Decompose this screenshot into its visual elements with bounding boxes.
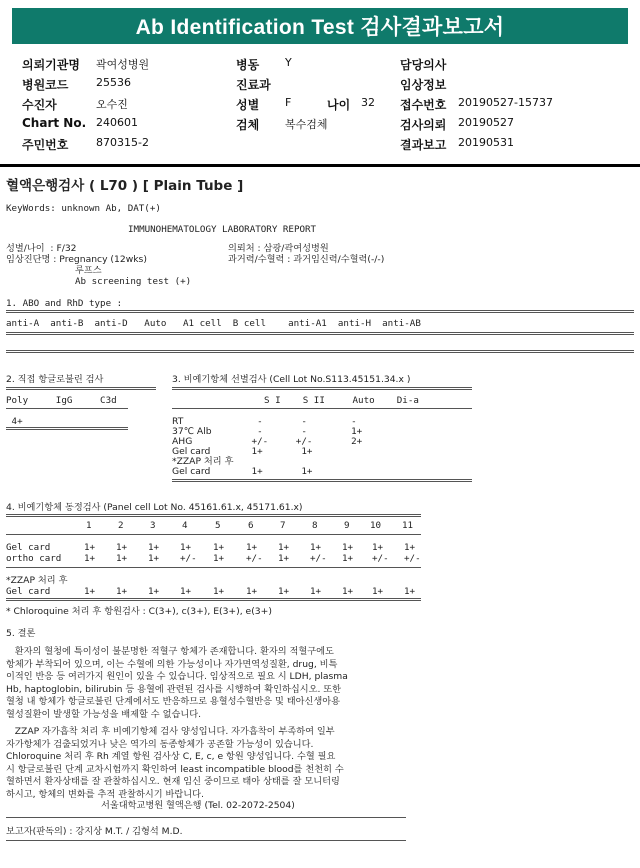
screening-row-label: Gel card [172, 446, 211, 457]
screening-rule-mid [172, 408, 472, 409]
label-ward: 병동 [236, 58, 260, 72]
keywords: KeyWords: unknown Ab, DAT(+) [6, 203, 161, 214]
report-banner [12, 8, 628, 44]
sex-age: 성별/나이 : F/32 [6, 243, 77, 254]
dat-rule-mid [6, 408, 128, 409]
panel-cell-value: +/- [180, 553, 197, 564]
value-chart-no: 240601 [96, 116, 138, 129]
diagnosis-ab-screen: Ab screening test (+) [75, 276, 192, 287]
label-requesting-institution: 의뢰기관명 [22, 58, 80, 72]
conclusion-line: 시 항글로불린 단계 교차시험까지 확인하여 least incompatible blood를 천천히 수 [6, 763, 344, 775]
panel-cell-value: 1+ [180, 542, 192, 553]
zzap-cell-value: 1+ [148, 586, 160, 597]
conclusion-line: 항체가 부착되어 있으며, 이는 수혈에 의한 가능성이나 자가면역성질환, drug, 비특 [6, 658, 338, 670]
conclusion-line: 자가항체가 검출되었거나 낮은 역가의 동종항체가 공존할 가능성이 있습니다. [6, 738, 314, 750]
panel-cell-value: 1+ [310, 542, 322, 553]
panel-cell-number: 2 [118, 520, 124, 531]
panel-cell-value: 1+ [148, 553, 160, 564]
conclusion-line: Hb, haptoglobin, bilirubin 등 용혈에 관련된 검사를 시행하여 확인하십시오. 또한 [6, 683, 342, 695]
panel-row-label: ortho card [6, 553, 62, 564]
panel-cell-number: 10 [370, 520, 382, 531]
header-row-3 [0, 96, 640, 114]
panel-cell-number: 3 [150, 520, 156, 531]
screening-rule-bottom [172, 479, 472, 482]
conclusion-line: 혈청 내 항체가 항글로불린 단계에서도 반응하므로 용혈성수혈반응 및 태아신생아용 [6, 696, 340, 707]
conclusion-line: 환자의 혈청에 특이성이 불분명한 적혈구 항체가 존재합니다. 환자의 적혈구에도 [6, 646, 334, 657]
conclusion-line: Chloroquine 처리 후 Rh 계열 항원 검사상 C, E, c, e 항원 양성입니다. 수혈 필요 [6, 751, 336, 762]
section-title: 혈액은행검사 ( L70 ) [ Plain Tube ] [6, 178, 244, 194]
header-row-1 [0, 56, 640, 74]
header-row-2 [0, 76, 640, 94]
panel-cell-number: 6 [248, 520, 254, 531]
abo-rule-bottom [6, 350, 634, 353]
report-title: Ab Identification Test 검사결과보고서 [135, 16, 505, 39]
zzap-cell-value: 1+ [180, 586, 192, 597]
value-ward: Y [285, 56, 292, 69]
requesting-institution: 의뢰처 : 삼광/곽여성병원 [228, 243, 329, 254]
panel-cell-value: +/- [310, 553, 327, 564]
value-resident-number: 870315-2 [96, 136, 149, 149]
dat-rule-top [6, 387, 156, 390]
dat-rule-bottom [6, 427, 128, 430]
panel-cell-number: 5 [215, 520, 221, 531]
panel-cell-value: 1+ [148, 542, 160, 553]
value-specimen: 복수검체 [285, 118, 328, 131]
dat-value: 4+ [6, 416, 23, 427]
screening-rule-top [172, 387, 472, 390]
header-divider [0, 164, 640, 167]
conclusion-line: 하시고, 항체의 변화를 추적 관찰하시기 바랍니다. [6, 788, 204, 800]
clinical-diagnosis: 임상진단명 : Pregnancy (12wks) [6, 254, 147, 265]
label-accession-number: 접수번호 [400, 98, 447, 112]
header-row-5 [0, 136, 640, 154]
panel-cell-number: 4 [182, 520, 188, 531]
screening-row-values: - - - [246, 416, 357, 427]
panel-cell-value: 1+ [116, 542, 128, 553]
zzap-cell-value: 1+ [404, 586, 416, 597]
screening-row-values: 1+ 1+ [246, 446, 313, 457]
screening-row-label: Gel card [172, 466, 211, 477]
value-accession-number: 20190527-15737 [458, 96, 553, 109]
patient-info-header [0, 52, 640, 164]
screening-column-headers: S I S II Auto Di-a [264, 395, 419, 406]
screening-row-values: - - 1+ [246, 426, 363, 437]
label-patient-name: 수진자 [22, 98, 57, 112]
screening-row-label: 37℃ Alb [172, 426, 212, 437]
lab-report-title: IMMUNOHEMATOLOGY LABORATORY REPORT [128, 224, 317, 235]
zzap-cell-value: 1+ [278, 586, 290, 597]
value-hospital-code: 25536 [96, 76, 131, 89]
value-requesting-institution: 곽여성병원 [96, 58, 150, 71]
panel-rule-top [6, 514, 421, 517]
panel-cell-value: 1+ [213, 553, 225, 564]
conclusion-title: 5. 결론 [6, 628, 36, 639]
panel-cell-value: 1+ [84, 553, 96, 564]
zzap-cell-value: 1+ [310, 586, 322, 597]
label-hospital-code: 병원코드 [22, 78, 69, 92]
transfusion-history: 과거력/수혈력 : 과거임신력/수혈력(-/-) [228, 254, 385, 265]
screening-zzap-label: *ZZAP 처리 후 [172, 456, 234, 467]
label-clinical-info: 임상정보 [400, 78, 447, 92]
reporter: 보고자(판독의) : 강지상 M.T. / 김형석 M.D. [6, 826, 183, 837]
abo-rule-mid [6, 332, 634, 335]
panel-cell-value: +/- [246, 553, 263, 564]
panel-cell-number: 8 [312, 520, 318, 531]
dat-column-headers: Poly IgG C3d [6, 395, 117, 406]
value-result-report-date: 20190531 [458, 136, 514, 149]
panel-cell-value: +/- [372, 553, 389, 564]
conclusion-line: 이적인 반응 등 여러가지 원인이 있을 수 있습니다. 임상적으로 필요 시 LDH, plasma [6, 671, 348, 682]
abo-column-headers: anti-A anti-B anti-D Auto A1 cell B cell anti-A1 anti-H anti-AB [6, 318, 421, 329]
value-sex: F [285, 96, 292, 109]
panel-cell-value: 1+ [84, 542, 96, 553]
conclusion-line: 혈하면서 환자상태를 잘 관찰하십시오. 현재 임신 중이므로 태아 상태를 잘 모니터링 [6, 776, 340, 787]
screening-row-values: 1+ 1+ [246, 466, 313, 477]
label-chart-no: Chart No. [22, 116, 87, 130]
label-test-request-date: 검사의뢰 [400, 118, 447, 132]
panel-cell-value: 1+ [213, 542, 225, 553]
zzap-cell-value: 1+ [342, 586, 354, 597]
abo-rule-top [6, 310, 634, 313]
screening-row-label: AHG [172, 436, 193, 447]
conclusion-line: ZZAP 자가흡착 처리 후 비예기항체 검사 양성입니다. 자가흡착이 부족하여 일부 [6, 726, 335, 737]
hospital-blood-bank: 서울대학교병원 혈액은행 (Tel. 02-2072-2504) [101, 800, 295, 811]
label-sex: 성별 [236, 98, 260, 112]
panel-cell-value: 1+ [278, 553, 290, 564]
zzap-cell-value: 1+ [116, 586, 128, 597]
abo-section-title: 1. ABO and RhD type : [6, 298, 123, 309]
zzap-label: *ZZAP 처리 후 [6, 575, 68, 586]
panel-rule-2 [6, 567, 421, 568]
panel-rule-mid [6, 534, 421, 535]
label-specimen: 검체 [236, 118, 260, 132]
value-test-request-date: 20190527 [458, 116, 514, 129]
panel-cell-value: 1+ [342, 553, 354, 564]
panel-cell-number: 11 [402, 520, 414, 531]
label-result-report-date: 결과보고 [400, 138, 447, 152]
zzap-cell-value: 1+ [246, 586, 258, 597]
panel-cell-value: 1+ [404, 542, 416, 553]
signature-rule-top [6, 817, 406, 818]
diagnosis-lupus: 루프스 [75, 265, 102, 276]
panel-cell-value: +/- [404, 553, 421, 564]
screening-section-title: 3. 비예기항체 선별검사 (Cell Lot No.S113.45151.34.x ) [172, 374, 411, 385]
panel-cell-number: 7 [280, 520, 286, 531]
screening-row-label: RT [172, 416, 184, 427]
panel-cell-number: 9 [344, 520, 350, 531]
label-resident-number: 주민번호 [22, 138, 69, 152]
chloroquine-result: * Chloroquine 처리 후 항원검사 : C(3+), c(3+), E(3+), e(3+) [6, 606, 272, 617]
zzap-cell-value: 1+ [372, 586, 384, 597]
header-row-4 [0, 116, 640, 134]
label-attending-doctor: 담당의사 [400, 58, 447, 72]
panel-row-label: Gel card [6, 542, 51, 553]
signature-rule-bottom [6, 840, 406, 841]
panel-cell-value: 1+ [372, 542, 384, 553]
zzap-cell-value: 1+ [84, 586, 96, 597]
value-age: 32 [361, 96, 375, 109]
conclusion-line: 혈성질환이 발생할 가능성을 배제할 수 없습니다. [6, 708, 202, 720]
panel-cell-value: 1+ [116, 553, 128, 564]
panel-cell-value: 1+ [342, 542, 354, 553]
label-department: 진료과 [236, 78, 271, 92]
zzap-cell-value: 1+ [213, 586, 225, 597]
zzap-row-label: Gel card [6, 586, 51, 597]
panel-cell-value: 1+ [246, 542, 258, 553]
value-patient-name: 오수진 [96, 98, 128, 111]
screening-row-values: +/- +/- 2+ [246, 436, 363, 447]
panel-cell-value: 1+ [278, 542, 290, 553]
panel-section-title: 4. 비예기항체 동정검사 (Panel cell Lot No. 45161.61.x, 45171.61.x) [6, 502, 303, 513]
dat-section-title: 2. 직접 항글로불린 검사 [6, 374, 104, 385]
label-age: 나이 [327, 98, 351, 112]
panel-cell-number: 1 [86, 520, 92, 531]
panel-rule-bottom [6, 598, 421, 601]
